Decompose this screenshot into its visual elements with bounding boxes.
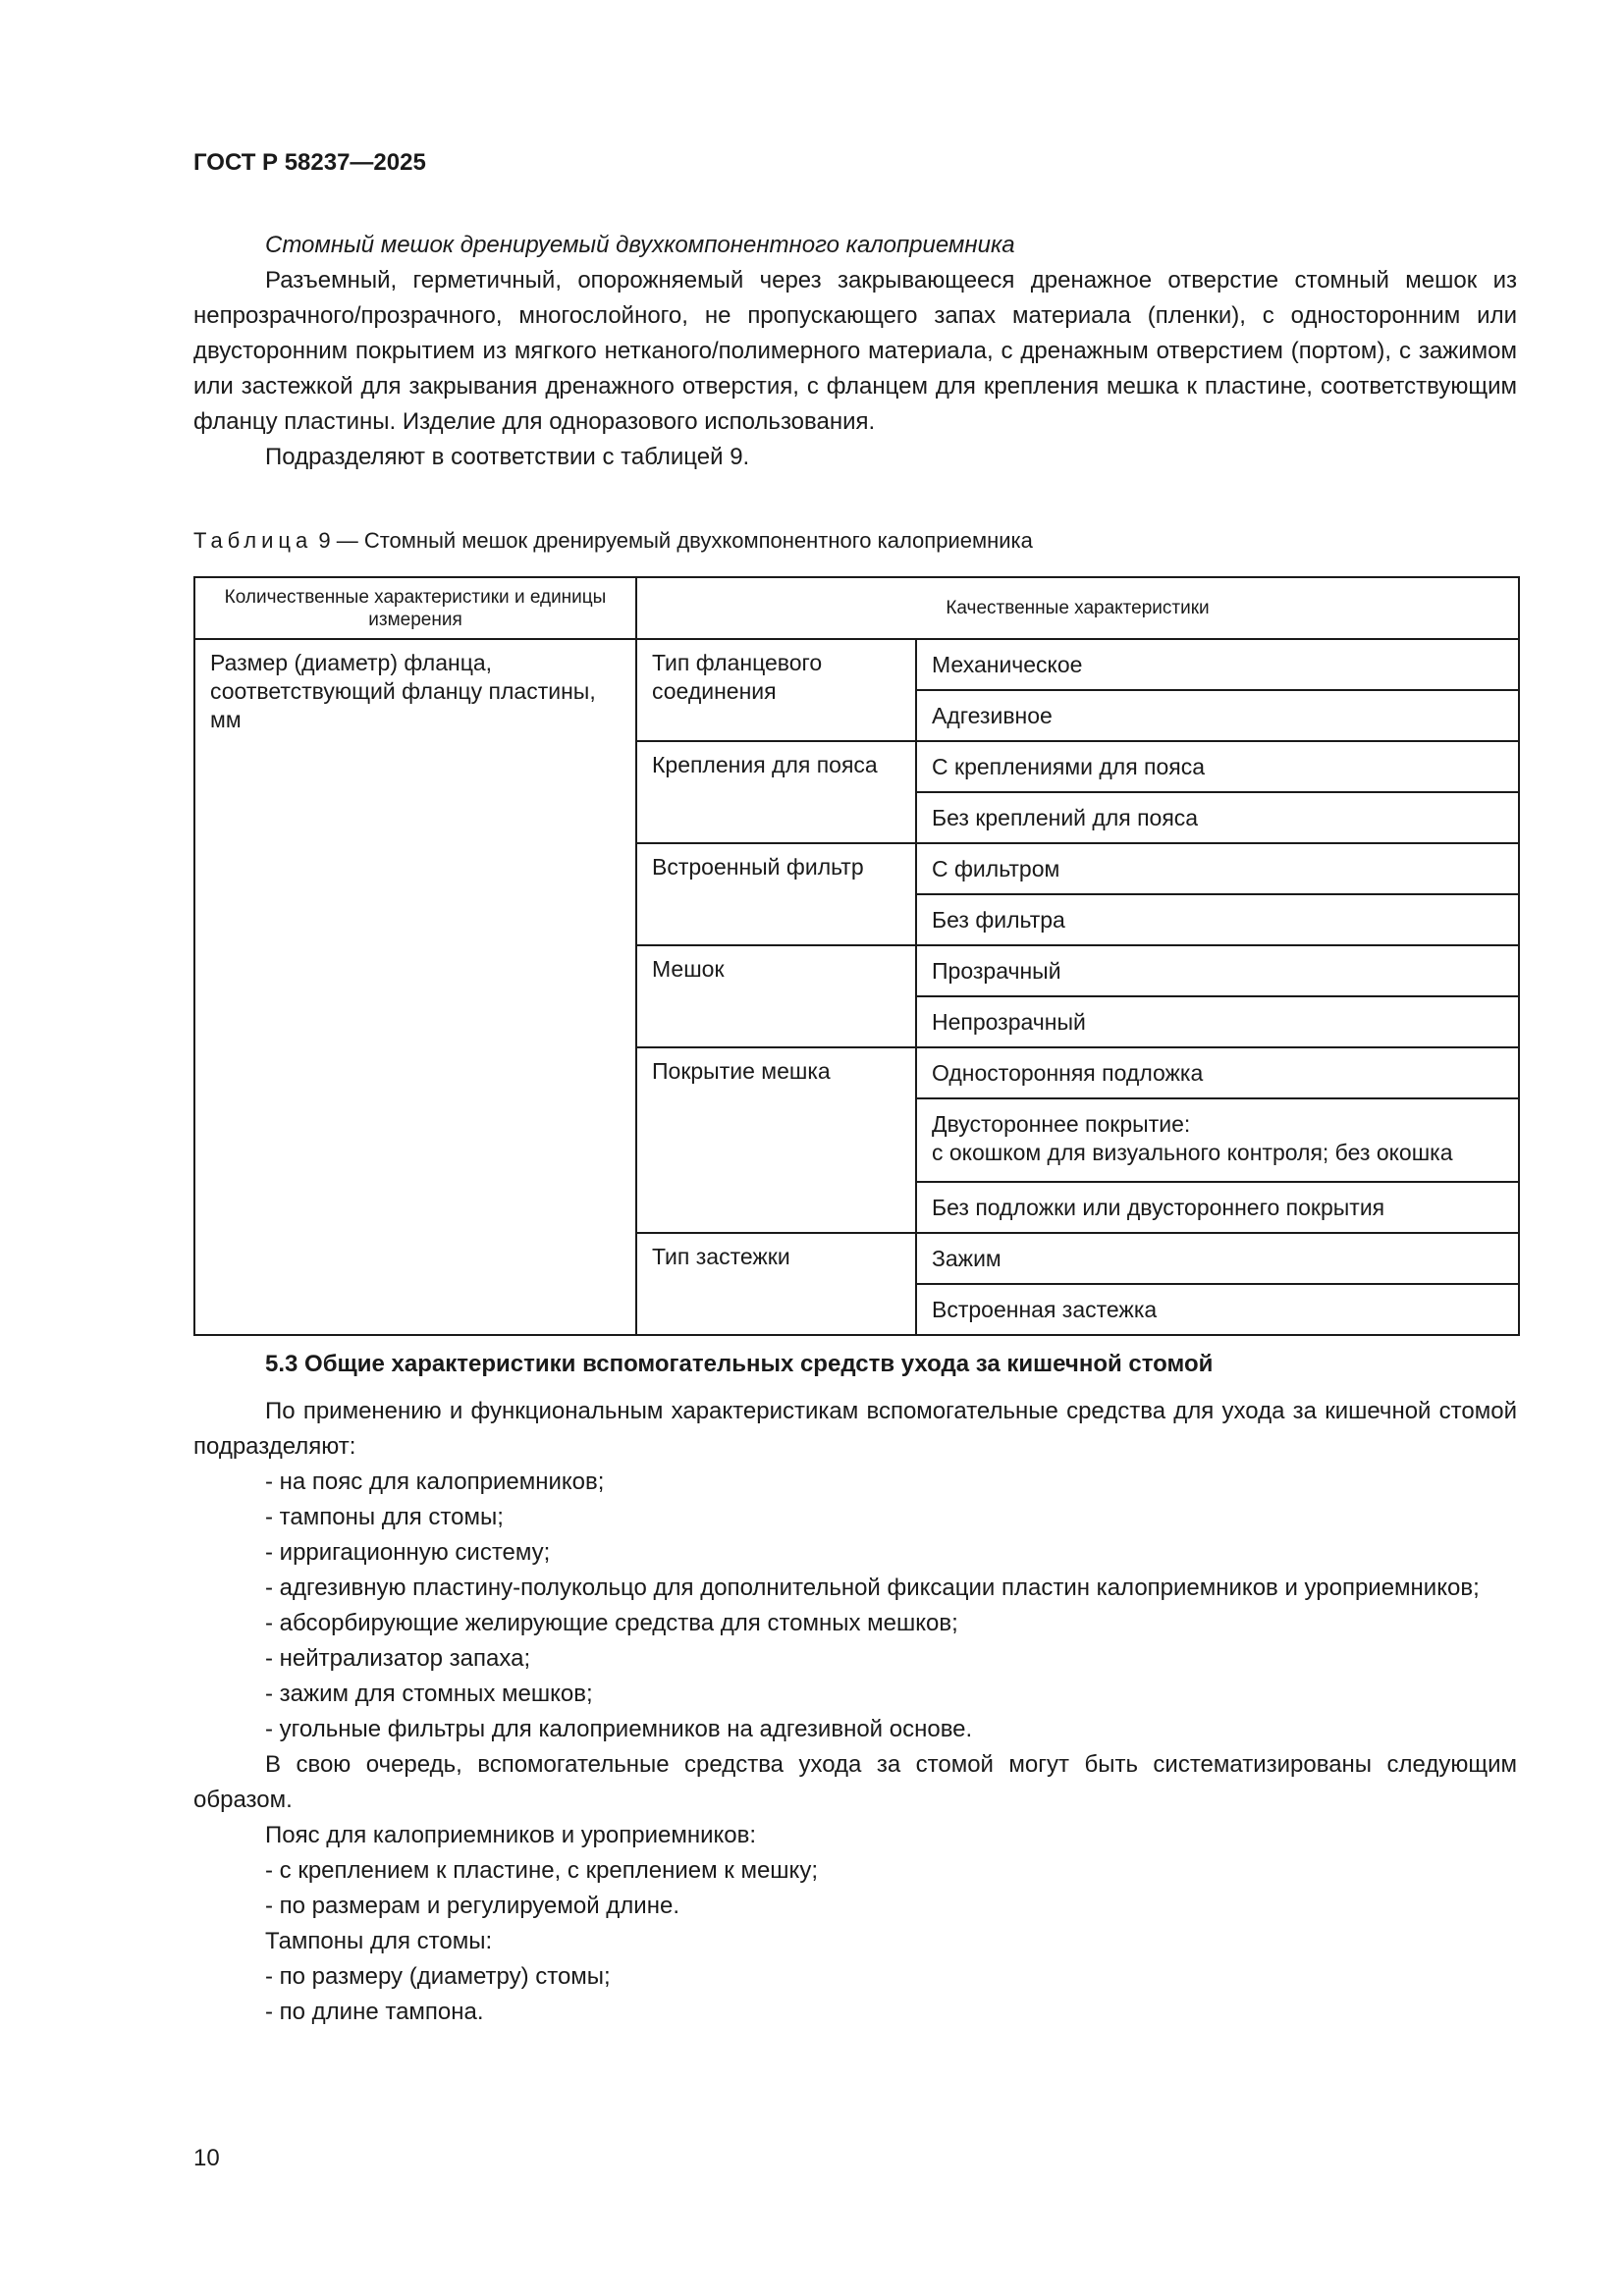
group-value: Прозрачный: [916, 945, 1519, 996]
section-line: - с креплением к пластине, с креплением к мешку;: [265, 1857, 818, 1884]
group-value: С фильтром: [916, 843, 1519, 894]
group-value: Встроенная застежка: [916, 1284, 1519, 1335]
group-value: Без фильтра: [916, 894, 1519, 945]
section-line: Тампоны для стомы:: [265, 1928, 493, 1954]
table-caption-text: 9 — Стомный мешок дренируемый двухкомпонентного калоприемника: [312, 528, 1033, 553]
product-subtitle: Стомный мешок дренируемый двухкомпонентного калоприемника: [265, 232, 1015, 258]
section-line: - ирригационную систему;: [265, 1539, 551, 1566]
group-name: Тип застежки: [636, 1233, 916, 1335]
group-name: Покрытие мешка: [636, 1047, 916, 1233]
header-quantitative: Количественные характеристики и единицы измерения: [194, 577, 636, 639]
table-caption: [193, 528, 1033, 554]
subdivide-note: Подразделяют в соответствии с таблицей 9.: [265, 444, 750, 470]
section-line: По применению и функциональным характеристикам вспомогательные средства для ухода за кишечной стомой подразделяют:: [193, 1398, 1517, 1460]
section-line: - нейтрализатор запаха;: [265, 1645, 531, 1672]
group-value: Непрозрачный: [916, 996, 1519, 1047]
characteristics-table: [193, 576, 1520, 1336]
page-number: 10: [193, 2145, 220, 2171]
section-line: - абсорбирующие желирующие средства для стомных мешков;: [265, 1610, 958, 1636]
group-name: Мешок: [636, 945, 916, 1047]
section-line: - адгезивную пластину-полукольцо для дополнительной фиксации пластин калоприемников и уроприемников;: [265, 1575, 1480, 1601]
group-value: Механическое: [916, 639, 1519, 690]
group-name: Встроенный фильтр: [636, 843, 916, 945]
section-title: 5.3 Общие характеристики вспомогательных средств ухода за кишечной стомой: [265, 1351, 1214, 1377]
group-value: Двустороннее покрытие: с окошком для визуального контроля; без окошка: [916, 1098, 1519, 1182]
section-line: - на пояс для калоприемников;: [265, 1468, 605, 1495]
intro-block: [193, 228, 1517, 475]
group-name: Тип фланцевого соединения: [636, 639, 916, 741]
header-qualitative: Качественные характеристики: [636, 577, 1519, 639]
section-5-3: [193, 1347, 1517, 2030]
group-value: Односторонняя подложка: [916, 1047, 1519, 1098]
section-line: - по длине тампона.: [265, 1999, 484, 2025]
document-code: ГОСТ Р 58237—2025: [193, 149, 426, 176]
section-line: - зажим для стомных мешков;: [265, 1681, 593, 1707]
product-description: Разъемный, герметичный, опорожняемый через закрывающееся дренажное отверстие стомный мешок из непрозрачного/прозрачного, многослойного, не пропускающего запах материала (пленки), с односторонним или двусторонним покрытием из мягкого нетканого/полимерного материала, с дренажным отверстием (портом), с зажимом или застежкой для закрывания дренажного отверстия, с фланцем для крепления мешка к пластине, соответствующим фланцу пластины. Изделие для одноразового использования.: [193, 267, 1517, 435]
group-value: Без креплений для пояса: [916, 792, 1519, 843]
section-line: - по размерам и регулируемой длине.: [265, 1893, 679, 1919]
group-name: Крепления для пояса: [636, 741, 916, 843]
group-value: Адгезивное: [916, 690, 1519, 741]
group-value: Зажим: [916, 1233, 1519, 1284]
group-value: С креплениями для пояса: [916, 741, 1519, 792]
section-line: Пояс для калоприемников и уроприемников:: [265, 1822, 757, 1848]
table-caption-label: Таблица: [193, 528, 313, 553]
quantitative-cell: Размер (диаметр) фланца, соответствующий фланцу пластины, мм: [194, 639, 636, 1335]
group-value: Без подложки или двустороннего покрытия: [916, 1182, 1519, 1233]
section-line: - угольные фильтры для калоприемников на адгезивной основе.: [265, 1716, 973, 1742]
section-line: - тампоны для стомы;: [265, 1504, 504, 1530]
section-line: - по размеру (диаметру) стомы;: [265, 1963, 611, 1990]
section-line: В свою очередь, вспомогательные средства ухода за стомой могут быть систематизированы следующим образом.: [193, 1751, 1517, 1813]
